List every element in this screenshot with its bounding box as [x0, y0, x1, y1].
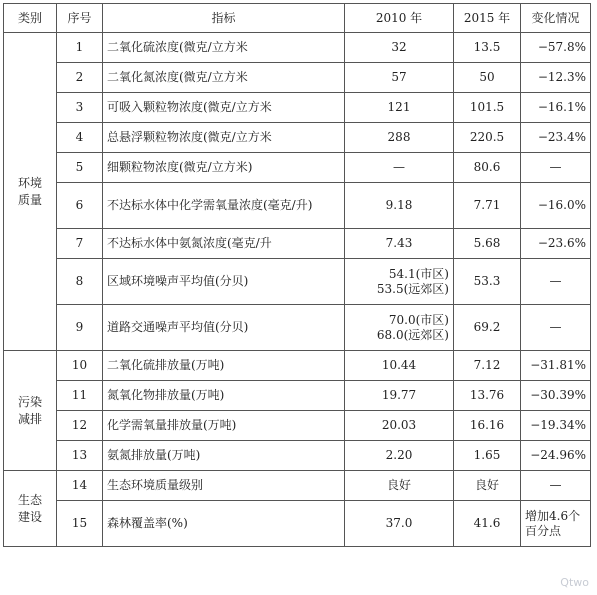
- row-value-2010: 288: [345, 123, 454, 153]
- header-seq: 序号: [57, 4, 103, 33]
- row-no: 15: [57, 501, 103, 547]
- category-label: 质量: [17, 192, 42, 207]
- table-row: [4, 123, 591, 153]
- row-value-2015: 1.65: [454, 441, 521, 471]
- header-change: 变化情况: [521, 4, 591, 33]
- value-suburban: 53.5(远郊区): [376, 281, 449, 296]
- row-no: 6: [57, 183, 103, 229]
- row-value-2015: 53.3: [454, 259, 521, 305]
- table-row: [4, 229, 591, 259]
- row-change: —: [521, 259, 591, 305]
- category-pollution: [4, 351, 57, 471]
- watermark: Qtwo: [560, 576, 589, 589]
- row-value-2010: [345, 259, 454, 305]
- row-value-2015: 5.68: [454, 229, 521, 259]
- row-change: −23.6%: [521, 229, 591, 259]
- row-value-2015: 13.76: [454, 381, 521, 411]
- table-row: [4, 33, 591, 63]
- table-row: [4, 501, 591, 547]
- row-indicator: 氮氧化物排放量(万吨): [103, 381, 345, 411]
- row-change: −30.39%: [521, 381, 591, 411]
- header-category: 类别: [4, 4, 57, 33]
- row-no: 9: [57, 305, 103, 351]
- row-change: 增加4.6个百分点: [521, 501, 591, 547]
- row-value-2015: 7.71: [454, 183, 521, 229]
- table-row: [4, 351, 591, 381]
- row-value-2010: 19.77: [345, 381, 454, 411]
- row-change: −12.3%: [521, 63, 591, 93]
- row-value-2010: 121: [345, 93, 454, 123]
- row-value-2010: —: [345, 153, 454, 183]
- row-value-2015: 良好: [454, 471, 521, 501]
- row-value-2015: 13.5: [454, 33, 521, 63]
- row-indicator: 细颗粒物浓度(微克/立方米): [103, 153, 345, 183]
- row-change: −19.34%: [521, 411, 591, 441]
- table-row: [4, 93, 591, 123]
- row-indicator: 氨氮排放量(万吨): [103, 441, 345, 471]
- row-no: 3: [57, 93, 103, 123]
- row-indicator: 化学需氧量排放量(万吨): [103, 411, 345, 441]
- header-2015: 2015 年: [454, 4, 521, 33]
- row-change: —: [521, 305, 591, 351]
- row-value-2010: 37.0: [345, 501, 454, 547]
- value-urban: 70.0(市区): [388, 312, 449, 327]
- category-label: 建设: [17, 509, 42, 524]
- row-change: —: [521, 153, 591, 183]
- row-value-2015: 7.12: [454, 351, 521, 381]
- row-no: 5: [57, 153, 103, 183]
- row-value-2015: 80.6: [454, 153, 521, 183]
- row-change: −23.4%: [521, 123, 591, 153]
- row-indicator: 区域环境噪声平均值(分贝): [103, 259, 345, 305]
- row-value-2015: 16.16: [454, 411, 521, 441]
- row-no: 2: [57, 63, 103, 93]
- row-value-2010: 9.18: [345, 183, 454, 229]
- row-indicator: 二氧化氮浓度(微克/立方米: [103, 63, 345, 93]
- category-label: 污染: [17, 394, 42, 409]
- row-indicator: 可吸入颗粒物浓度(微克/立方米: [103, 93, 345, 123]
- category-ecology: [4, 471, 57, 547]
- row-change: −31.81%: [521, 351, 591, 381]
- header-2010: 2010 年: [345, 4, 454, 33]
- row-value-2010: 良好: [345, 471, 454, 501]
- category-env-quality: [4, 33, 57, 351]
- table-row: [4, 411, 591, 441]
- environment-data-table: [3, 3, 591, 547]
- value-suburban: 68.0(远郊区): [376, 327, 449, 342]
- table-row: [4, 183, 591, 229]
- row-no: 8: [57, 259, 103, 305]
- category-label: 生态: [17, 492, 42, 507]
- row-value-2010: 7.43: [345, 229, 454, 259]
- category-label: 环境: [17, 175, 42, 190]
- table-row: [4, 153, 591, 183]
- value-urban: 54.1(市区): [388, 266, 449, 281]
- header-indicator: 指标: [103, 4, 345, 33]
- row-value-2015: 101.5: [454, 93, 521, 123]
- row-value-2010: 2.20: [345, 441, 454, 471]
- table-row: [4, 471, 591, 501]
- row-value-2015: 69.2: [454, 305, 521, 351]
- row-value-2015: 41.6: [454, 501, 521, 547]
- row-no: 13: [57, 441, 103, 471]
- row-no: 14: [57, 471, 103, 501]
- row-value-2010: 57: [345, 63, 454, 93]
- row-indicator: 二氧化硫排放量(万吨): [103, 351, 345, 381]
- row-change: −24.96%: [521, 441, 591, 471]
- row-no: 1: [57, 33, 103, 63]
- row-value-2010: [345, 305, 454, 351]
- header-row: [4, 4, 591, 33]
- row-value-2010: 32: [345, 33, 454, 63]
- row-value-2015: 220.5: [454, 123, 521, 153]
- table-row: [4, 381, 591, 411]
- row-value-2015: 50: [454, 63, 521, 93]
- row-no: 11: [57, 381, 103, 411]
- row-indicator: 生态环境质量级别: [103, 471, 345, 501]
- row-change: −16.0%: [521, 183, 591, 229]
- row-no: 7: [57, 229, 103, 259]
- table-row: [4, 63, 591, 93]
- row-indicator: 不达标水体中化学需氧量浓度(毫克/升): [103, 183, 345, 229]
- category-label: 减排: [17, 411, 42, 426]
- row-change: −57.8%: [521, 33, 591, 63]
- row-no: 4: [57, 123, 103, 153]
- row-change: −16.1%: [521, 93, 591, 123]
- table-row: [4, 305, 591, 351]
- row-indicator: 总悬浮颗粒物浓度(微克/立方米: [103, 123, 345, 153]
- row-indicator: 道路交通噪声平均值(分贝): [103, 305, 345, 351]
- table-row: [4, 259, 591, 305]
- row-indicator: 森林覆盖率(%): [103, 501, 345, 547]
- row-indicator: 二氧化硫浓度(微克/立方米: [103, 33, 345, 63]
- row-no: 12: [57, 411, 103, 441]
- row-no: 10: [57, 351, 103, 381]
- row-indicator: 不达标水体中氨氮浓度(毫克/升: [103, 229, 345, 259]
- row-value-2010: 20.03: [345, 411, 454, 441]
- row-value-2010: 10.44: [345, 351, 454, 381]
- row-change: —: [521, 471, 591, 501]
- table-row: [4, 441, 591, 471]
